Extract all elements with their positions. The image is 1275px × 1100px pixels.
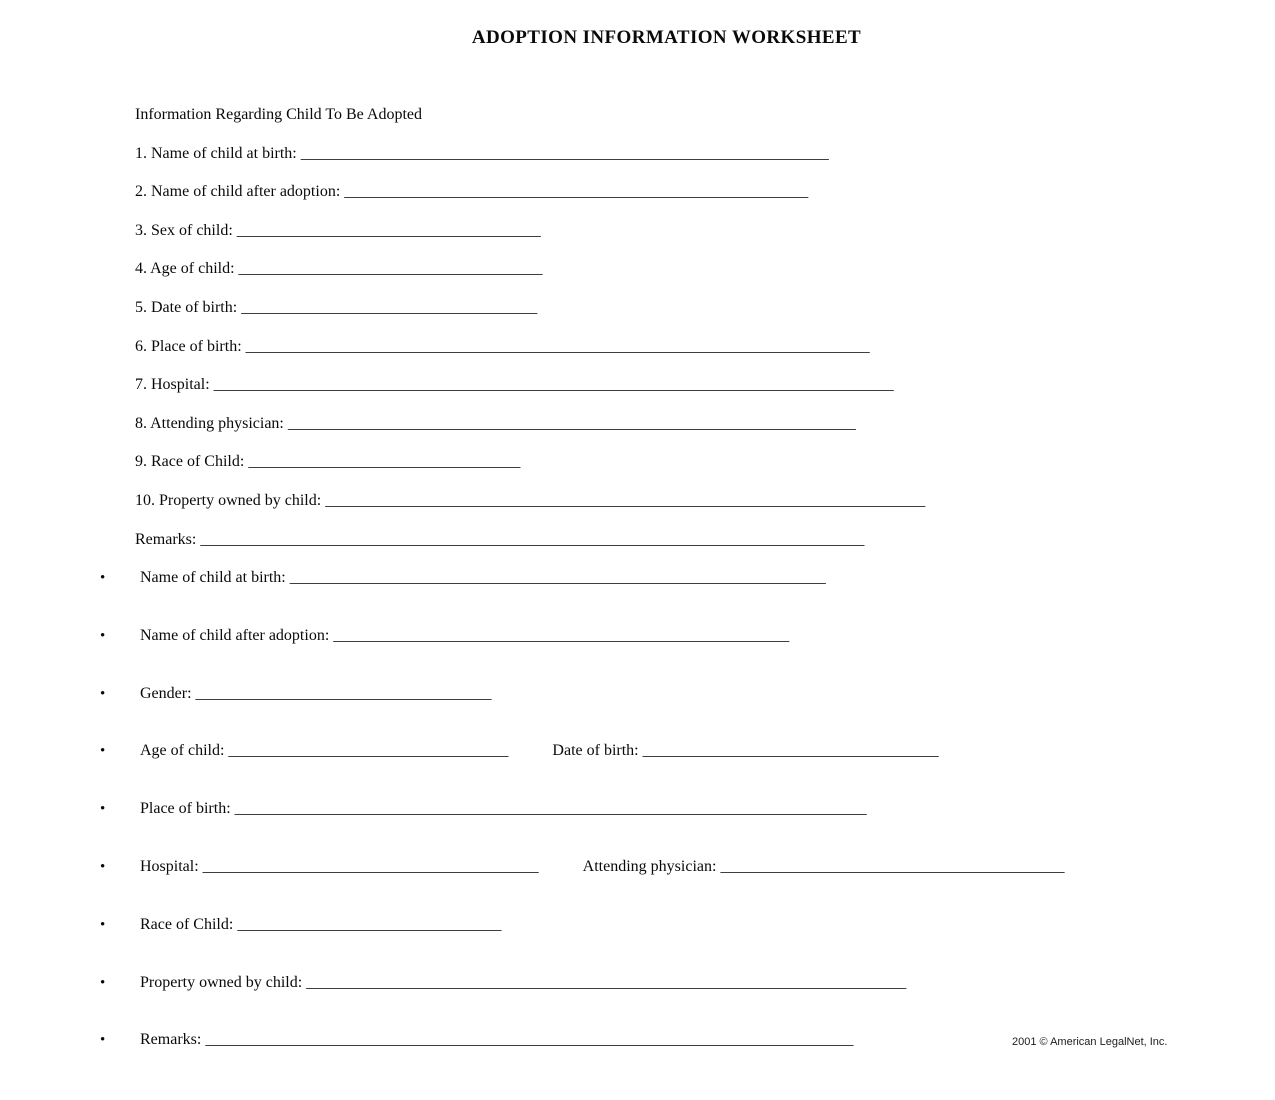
blank-line: __________________________________ (248, 453, 521, 471)
field-label: 1. Name of child at birth: (135, 144, 297, 162)
blank-line: _________________________________________________________________________________ (205, 1031, 854, 1049)
blank-line: ______________________________________ (236, 221, 541, 239)
bullet-icon: • (100, 570, 106, 586)
blank-line: ___________________________________________________________________________ (306, 973, 907, 991)
blank-line: _______________________________________________________________________ (287, 414, 856, 432)
field-label: 9. Race of Child: (135, 453, 245, 471)
blank-line: ___________________________________________________________________________ (325, 491, 926, 509)
form-field-row (100, 896, 1064, 954)
form-field-row (135, 289, 925, 328)
field-label: 2. Name of child after adoption: (135, 183, 341, 201)
form-field-row (135, 366, 925, 405)
blank-line: ___________________________________________________________________________________ (200, 530, 865, 548)
field-label: Age of child: (140, 742, 225, 760)
form-field-row (135, 135, 925, 174)
field-label: 3. Sex of child: (135, 221, 233, 239)
field-label: Remarks: (135, 530, 197, 548)
blank-line: __________________________________________________________________ (300, 144, 829, 162)
field-label: Attending physician: (582, 857, 717, 875)
field-label: 10. Property owned by child: (135, 491, 322, 509)
field-label: Name of child after adoption: (140, 626, 330, 644)
blank-line: __________________________________________________________ (344, 183, 809, 201)
bullet-icon: • (100, 916, 106, 933)
field-label: Hospital: (140, 857, 199, 875)
field-label: 8. Attending physician: (135, 414, 284, 432)
form-field-row (135, 443, 925, 482)
field-label: 4. Age of child: (135, 260, 235, 278)
blank-line: _____________________________________ (642, 742, 939, 760)
field-label: Property owned by child: (140, 973, 303, 991)
field-label: 7. Hospital: (135, 376, 210, 394)
bullet-icon: • (100, 801, 106, 818)
blank-line: _____________________________________________________________________________________ (213, 376, 894, 394)
form-field-row (100, 780, 1064, 838)
section-heading: Information Regarding Child To Be Adopted (135, 106, 422, 123)
blank-line: ___________________________________________________________________ (289, 569, 826, 586)
form-field-row (100, 1011, 1064, 1069)
document-title: ADOPTION INFORMATION WORKSHEET (471, 27, 862, 48)
field-label: Place of birth: (140, 800, 231, 818)
blank-line: _________________________________ (237, 915, 502, 933)
form-field-row (100, 838, 1064, 896)
blank-line: ______________________________________________________________________________ (245, 337, 870, 355)
blank-line: ___________________________________________ (720, 857, 1065, 875)
copyright-footer: 2001 © American LegalNet, Inc. (1012, 1036, 1168, 1048)
bulleted-section (100, 549, 1064, 1069)
bullet-icon: • (100, 1032, 106, 1049)
field-label: Date of birth: (552, 742, 639, 760)
field-label: Name of child at birth: (140, 569, 286, 586)
form-field-row (135, 405, 925, 444)
form-field-row (100, 722, 1064, 780)
blank-line: _______________________________________________________________________________ (234, 800, 867, 818)
numbered-section (135, 96, 925, 559)
form-field-row (100, 549, 1064, 607)
bullet-icon: • (100, 743, 106, 760)
form-field-row (135, 328, 925, 367)
bullet-icon: • (100, 974, 106, 991)
blank-line: _________________________________________________________ (333, 626, 790, 644)
field-label: Race of Child: (140, 915, 234, 933)
form-field-row (135, 482, 925, 521)
blank-line: __________________________________________ (202, 857, 539, 875)
form-field-row (135, 250, 925, 289)
blank-line: _____________________________________ (241, 298, 538, 316)
field-label: 6. Place of birth: (135, 337, 242, 355)
field-label: Remarks: (140, 1031, 202, 1049)
form-field-row (135, 173, 925, 212)
blank-line: ___________________________________ (228, 742, 509, 760)
field-label: Gender: (140, 684, 192, 702)
form-field-row (135, 212, 925, 251)
blank-line: ______________________________________ (238, 260, 543, 278)
bullet-icon: • (100, 627, 106, 644)
form-field-row (100, 954, 1064, 1012)
blank-line: _____________________________________ (195, 684, 492, 702)
bullet-icon: • (100, 685, 106, 702)
form-field-row (100, 607, 1064, 665)
field-label: 5. Date of birth: (135, 298, 238, 316)
form-field-row (100, 665, 1064, 723)
bullet-icon: • (100, 858, 106, 875)
